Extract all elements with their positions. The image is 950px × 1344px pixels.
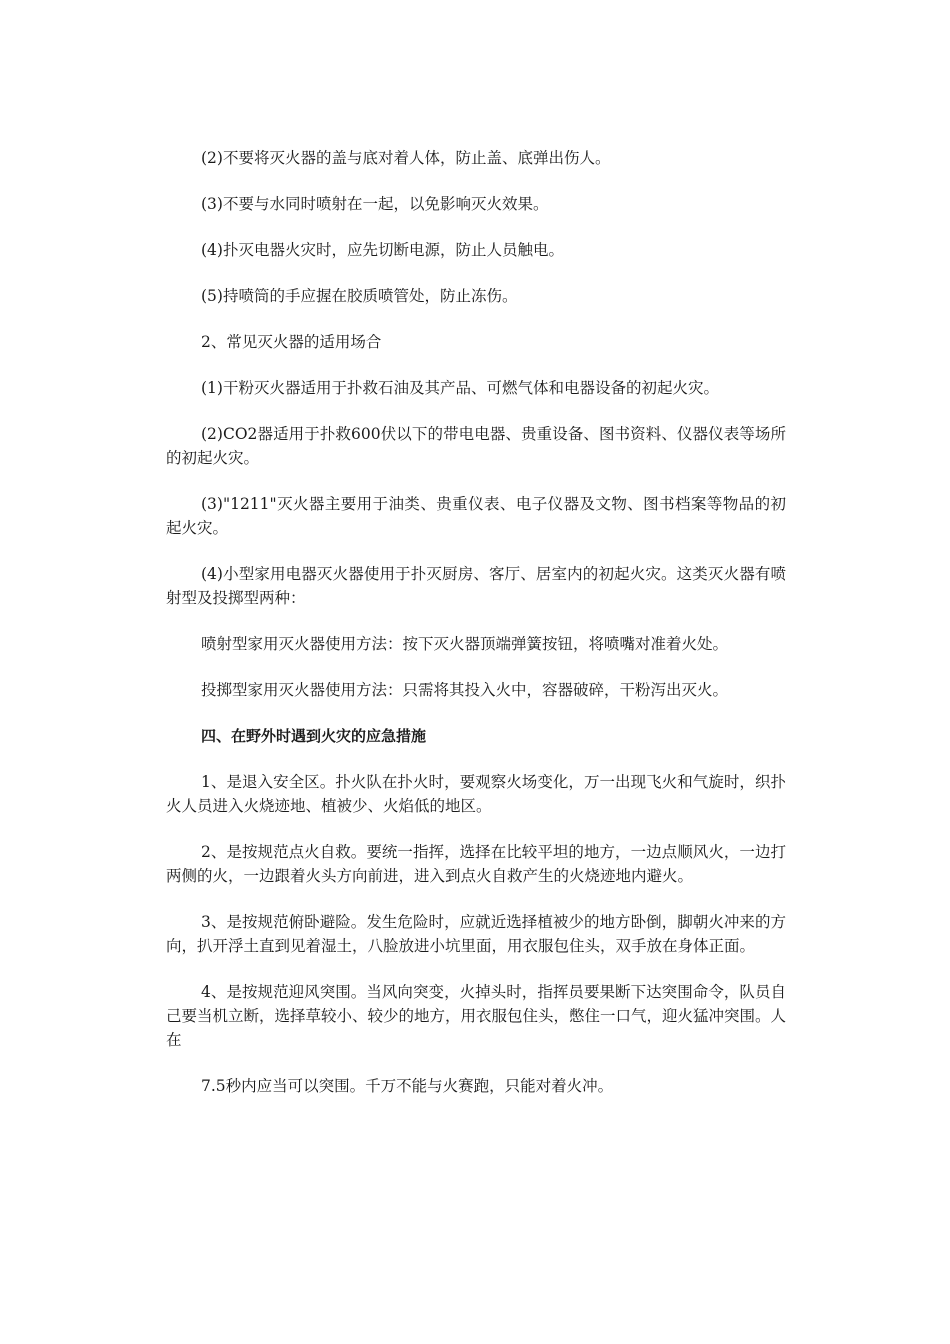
paragraph-15: 3、是按规范俯卧避险。发生危险时，应就近选择植被少的地方卧倒，脚朝火冲来的方向，扒开浮土直到见着湿土，八脸放进小坑里面，用衣服包住头，双手放在身体正面。 <box>166 913 786 955</box>
paragraph-14: 2、是按规范点火自救。要统一指挥，选择在比较平坦的地方，一边点顺风火，一边打两侧的火，一边跟着火头方向前进，进入到点火自救产生的火烧迹地内避火。 <box>166 843 786 885</box>
paragraph-9: (4)小型家用电器灭火器使用于扑灭厨房、客厅、居室内的初起火灾。这类灭火器有喷射型及投掷型两种： <box>166 565 786 607</box>
section-heading: 四、在野外时遇到火灾的应急措施 <box>201 727 427 745</box>
paragraph-1: (2)不要将灭火器的盖与底对着人体，防止盖、底弹出伤人。 <box>201 149 611 167</box>
paragraph-13: 1、是退入安全区。扑火队在扑火时，要观察火场变化，万一出现飞火和气旋时，织扑火人员进入火烧迹地、植被少、火焰低的地区。 <box>166 773 786 815</box>
section-subheading: 2、常见灭火器的适用场合 <box>201 333 382 351</box>
paragraph-3: (4)扑灭电器火灾时，应先切断电源，防止人员触电。 <box>201 241 564 259</box>
paragraph-16: 4、是按规范迎风突围。当风向突变，火掉头时，指挥员要果断下达突围命令，队员自己要当机立断，选择草较小、较少的地方，用衣服包住头，憋住一口气，迎火猛冲突围。人在 <box>166 983 787 1049</box>
paragraph-6: (1)干粉灭火器适用于扑救石油及其产品、可燃气体和电器设备的初起火灾。 <box>201 379 719 397</box>
paragraph-4: (5)持喷筒的手应握在胶质喷管处，防止冻伤。 <box>201 287 518 305</box>
paragraph-8: (3)"1211"灭火器主要用于油类、贵重仪表、电子仪器及文物、图书档案等物品的初起火灾。 <box>166 495 786 537</box>
paragraph-2: (3)不要与水同时喷射在一起，以免影响灭火效果。 <box>201 195 549 213</box>
paragraph-17: 7.5秒内应当可以突围。千万不能与火赛跑，只能对着火冲。 <box>201 1077 614 1095</box>
paragraph-11: 投掷型家用灭火器使用方法：只需将其投入火中，容器破碎，干粉泻出灭火。 <box>201 681 729 699</box>
paragraph-10: 喷射型家用灭火器使用方法：按下灭火器顶端弹簧按钮，将喷嘴对准着火处。 <box>201 635 729 653</box>
document-body <box>166 146 786 1098</box>
paragraph-7: (2)CO2器适用于扑救600伏以下的带电电器、贵重设备、图书资料、仪器仪表等场所的初起火灾。 <box>166 425 786 467</box>
